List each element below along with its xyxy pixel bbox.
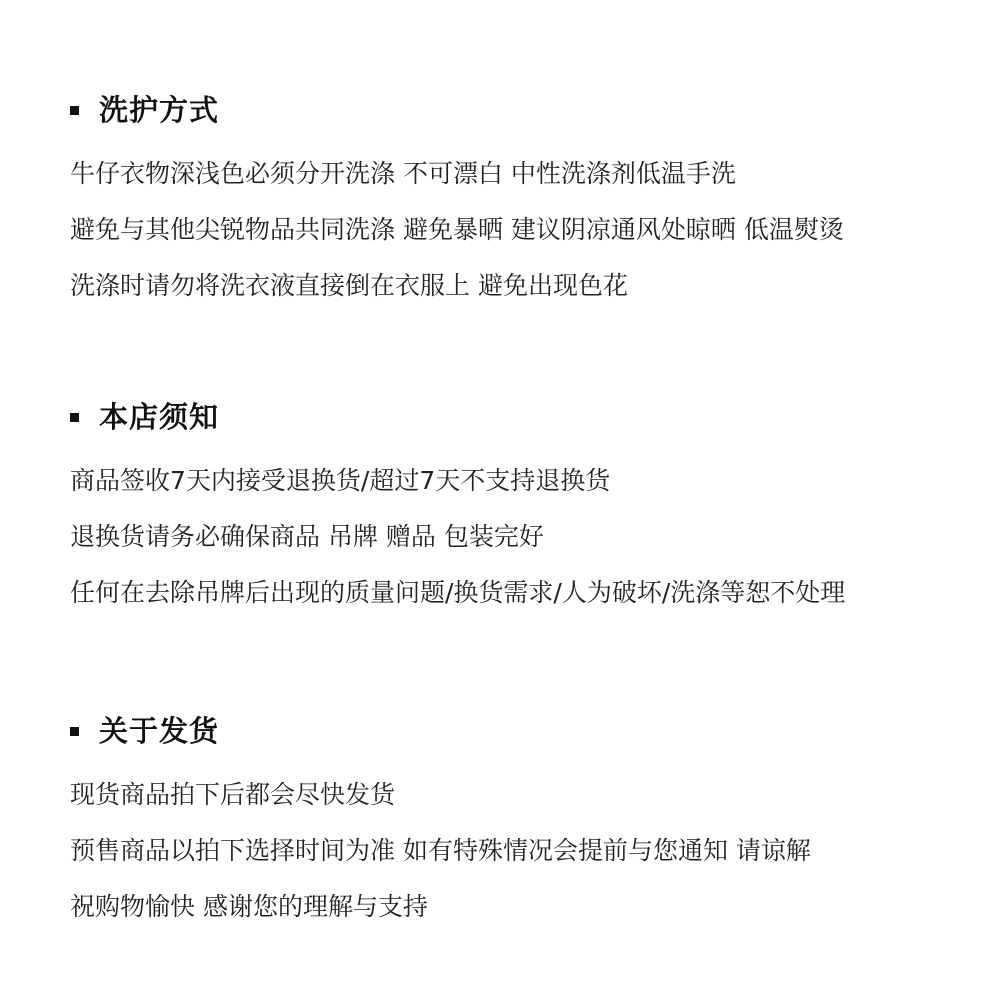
section-lines — [70, 146, 844, 314]
section-line: 商品签收7天内接受退换货/超过7天不支持退换货 — [70, 466, 611, 495]
section-line: 退换货请务必确保商品 吊牌 赠品 包装完好 — [70, 522, 544, 551]
section-lines — [70, 453, 845, 621]
section-line: 任何在去除吊牌后出现的质量问题/换货需求/人为破坏/洗涤等恕不处理 — [70, 578, 846, 607]
square-bullet-icon — [70, 413, 79, 422]
section-header — [70, 713, 219, 749]
section-line: 洗涤时请勿将洗衣液直接倒在衣服上 避免出现色花 — [70, 271, 628, 300]
square-bullet-icon — [70, 106, 79, 115]
section-line: 现货商品拍下后都会尽快发货 — [70, 780, 396, 809]
section-header — [70, 92, 219, 128]
section-header — [70, 399, 219, 435]
section-line: 预售商品以拍下选择时间为准 如有特殊情况会提前与您通知 请谅解 — [70, 836, 811, 865]
section-line: 牛仔衣物深浅色必须分开洗涤 不可漂白 中性洗涤剂低温手洗 — [70, 159, 736, 188]
square-bullet-icon — [70, 727, 79, 736]
section-title: 洗护方式 — [99, 93, 220, 127]
section-title: 本店须知 — [99, 400, 220, 434]
section-line: 祝购物愉快 感谢您的理解与支持 — [70, 892, 428, 921]
section-title: 关于发货 — [99, 714, 220, 748]
section-line: 避免与其他尖锐物品共同洗涤 避免暴晒 建议阴凉通风处晾晒 低温熨烫 — [70, 215, 844, 244]
section-lines — [70, 767, 811, 935]
